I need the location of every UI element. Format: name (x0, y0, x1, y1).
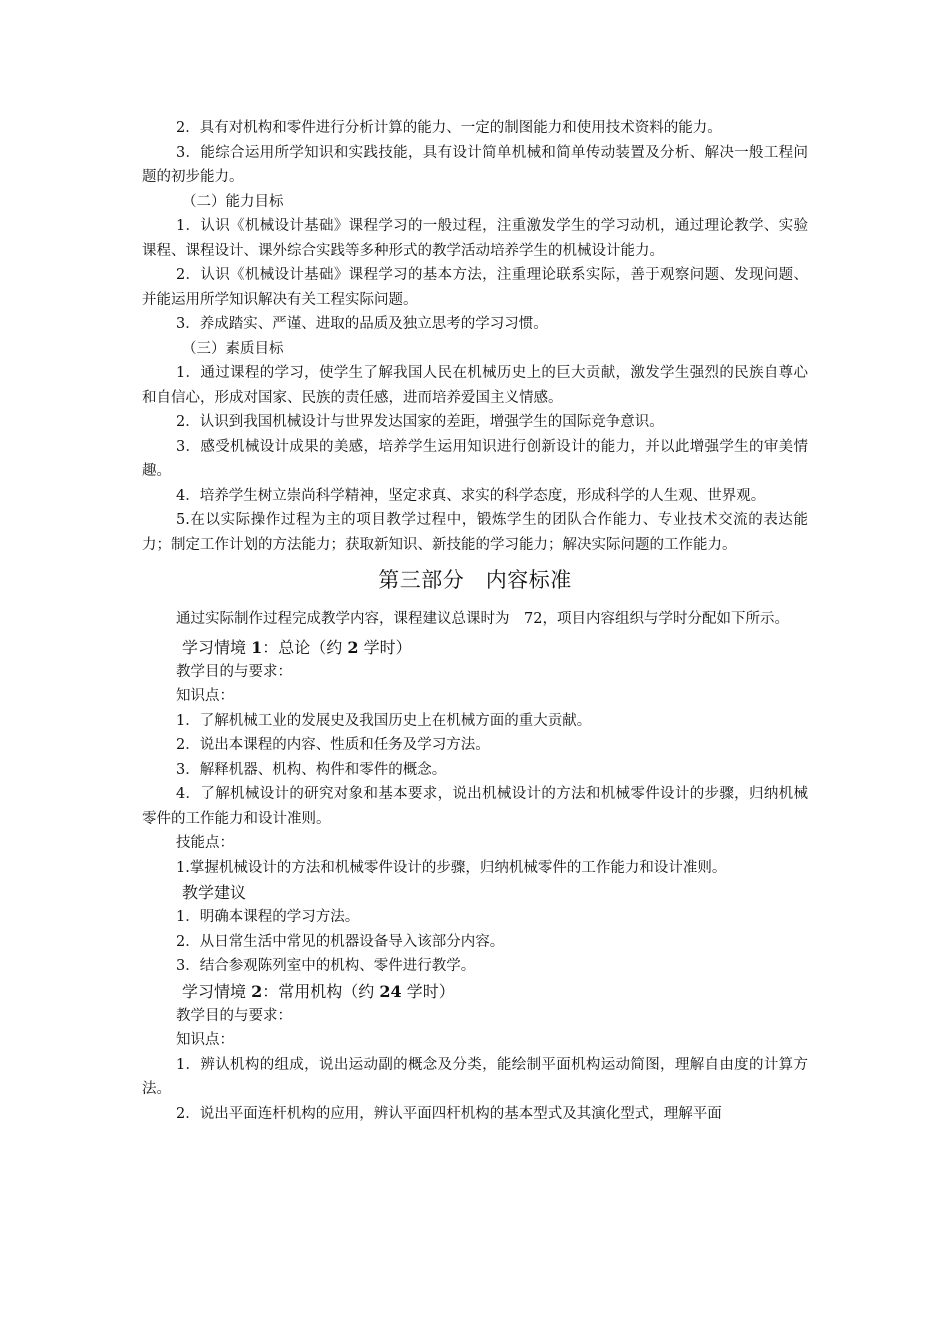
knowledge-item: 1．辨认机构的组成，说出运动副的概念及分类，能绘制平面机构运动简图，理解自由度的计算方法。 (142, 1056, 808, 1097)
quality-goal-item: 3．感受机械设计成果的美感，培养学生运用知识进行创新设计的能力，并以此增强学生的审美情趣。 (142, 438, 808, 479)
skill-item: 1.掌握机械设计的方法和机械零件设计的步骤，归纳机械零件的工作能力和设计准则。 (176, 859, 727, 876)
ability-goal-item: 3．养成踏实、严谨、进取的品质及独立思考的学习习惯。 (176, 316, 548, 332)
advice-item: 3．结合参观陈列室中的机构、零件进行教学。 (176, 958, 476, 974)
quality-goal-item: 2．认识到我国机械设计与世界发达国家的差距，增强学生的国际竞争意识。 (176, 414, 664, 430)
ability-goals-heading: （二）能力目标 (182, 193, 284, 210)
quality-goal-item: 1．通过课程的学习，使学生了解我国人民在机械历史上的巨大贡献，激发学生强烈的民族自尊心和自信心，形成对国家、民族的责任感，进而培养爱国主义情感。 (142, 365, 808, 406)
knowledge-item: 4．了解机械设计的研究对象和基本要求，说出机械设计的方法和机械零件设计的步骤，归纳机械零件的工作能力和设计准则。 (142, 786, 808, 827)
advice-label: 教学建议 (182, 883, 247, 902)
objectives-label: 教学目的与要求： (176, 663, 292, 680)
knowledge-label: 知识点： (176, 688, 234, 704)
objectives-label: 教学目的与要求： (176, 1007, 292, 1024)
skill-label: 技能点： (176, 835, 234, 851)
situation-2-heading: 学习情境 2：常用机构（约 24 学时） (182, 981, 455, 1001)
ability-goal-item: 1．认识《机械设计基础》课程学习的一般过程，注重激发学生的学习动机，通过理论教学、实验课程、课程设计、课外综合实践等多种形式的教学活动培养学生的机械设计能力。 (142, 218, 808, 259)
advice-item: 2．从日常生活中常见的机器设备导入该部分内容。 (176, 933, 505, 950)
knowledge-item: 3．解释机器、机构、构件和零件的概念。 (176, 761, 447, 778)
knowledge-item: 2．说出平面连杆机构的应用，辨认平面四杆机构的基本型式及其演化型式，理解平面 (176, 1105, 722, 1122)
advice-item: 1．明确本课程的学习方法。 (176, 909, 360, 925)
quality-goals-heading: （三）素质目标 (182, 340, 284, 357)
knowledge-item: 2．说出本课程的内容、性质和任务及学习方法。 (176, 737, 490, 753)
knowledge-label: 知识点： (176, 1032, 234, 1048)
ability-goal-item: 2．认识《机械设计基础》课程学习的基本方法，注重理论联系实际，善于观察问题、发现问题、并能运用所学知识解决有关工程实际问题。 (142, 267, 808, 308)
ability-intro-item-3: 3．能综合运用所学知识和实践技能，具有设计简单机械和简单传动装置及分析、解决一般工程问题的初步能力。 (142, 144, 808, 185)
knowledge-item: 1．了解机械工业的发展史及我国历史上在机械方面的重大贡献。 (176, 712, 592, 729)
ability-intro-item-2: 2．具有对机构和零件进行分析计算的能力、一定的制图能力和使用技术资料的能力。 (176, 120, 722, 136)
page-content (142, 116, 808, 1126)
quality-goal-item: 5.在以实际操作过程为主的项目教学过程中，锻炼学生的团队合作能力、专业技术交流的表达能力；制定工作计划的方法能力；获取新知识、新技能的学习能力；解决实际问题的工作能力。 (142, 512, 808, 553)
part3-intro: 通过实际制作过程完成教学内容，课程建议总课时为 72，项目内容组织与学时分配如下所示。 (176, 611, 789, 627)
situation-1-heading: 学习情境 1：总论（约 2 学时） (182, 637, 412, 657)
quality-goal-item: 4．培养学生树立崇尚科学精神，坚定求真、求实的科学态度，形成科学的人生观、世界观。 (176, 487, 766, 504)
chapter-title: 第三部分 内容标准 (378, 568, 572, 592)
